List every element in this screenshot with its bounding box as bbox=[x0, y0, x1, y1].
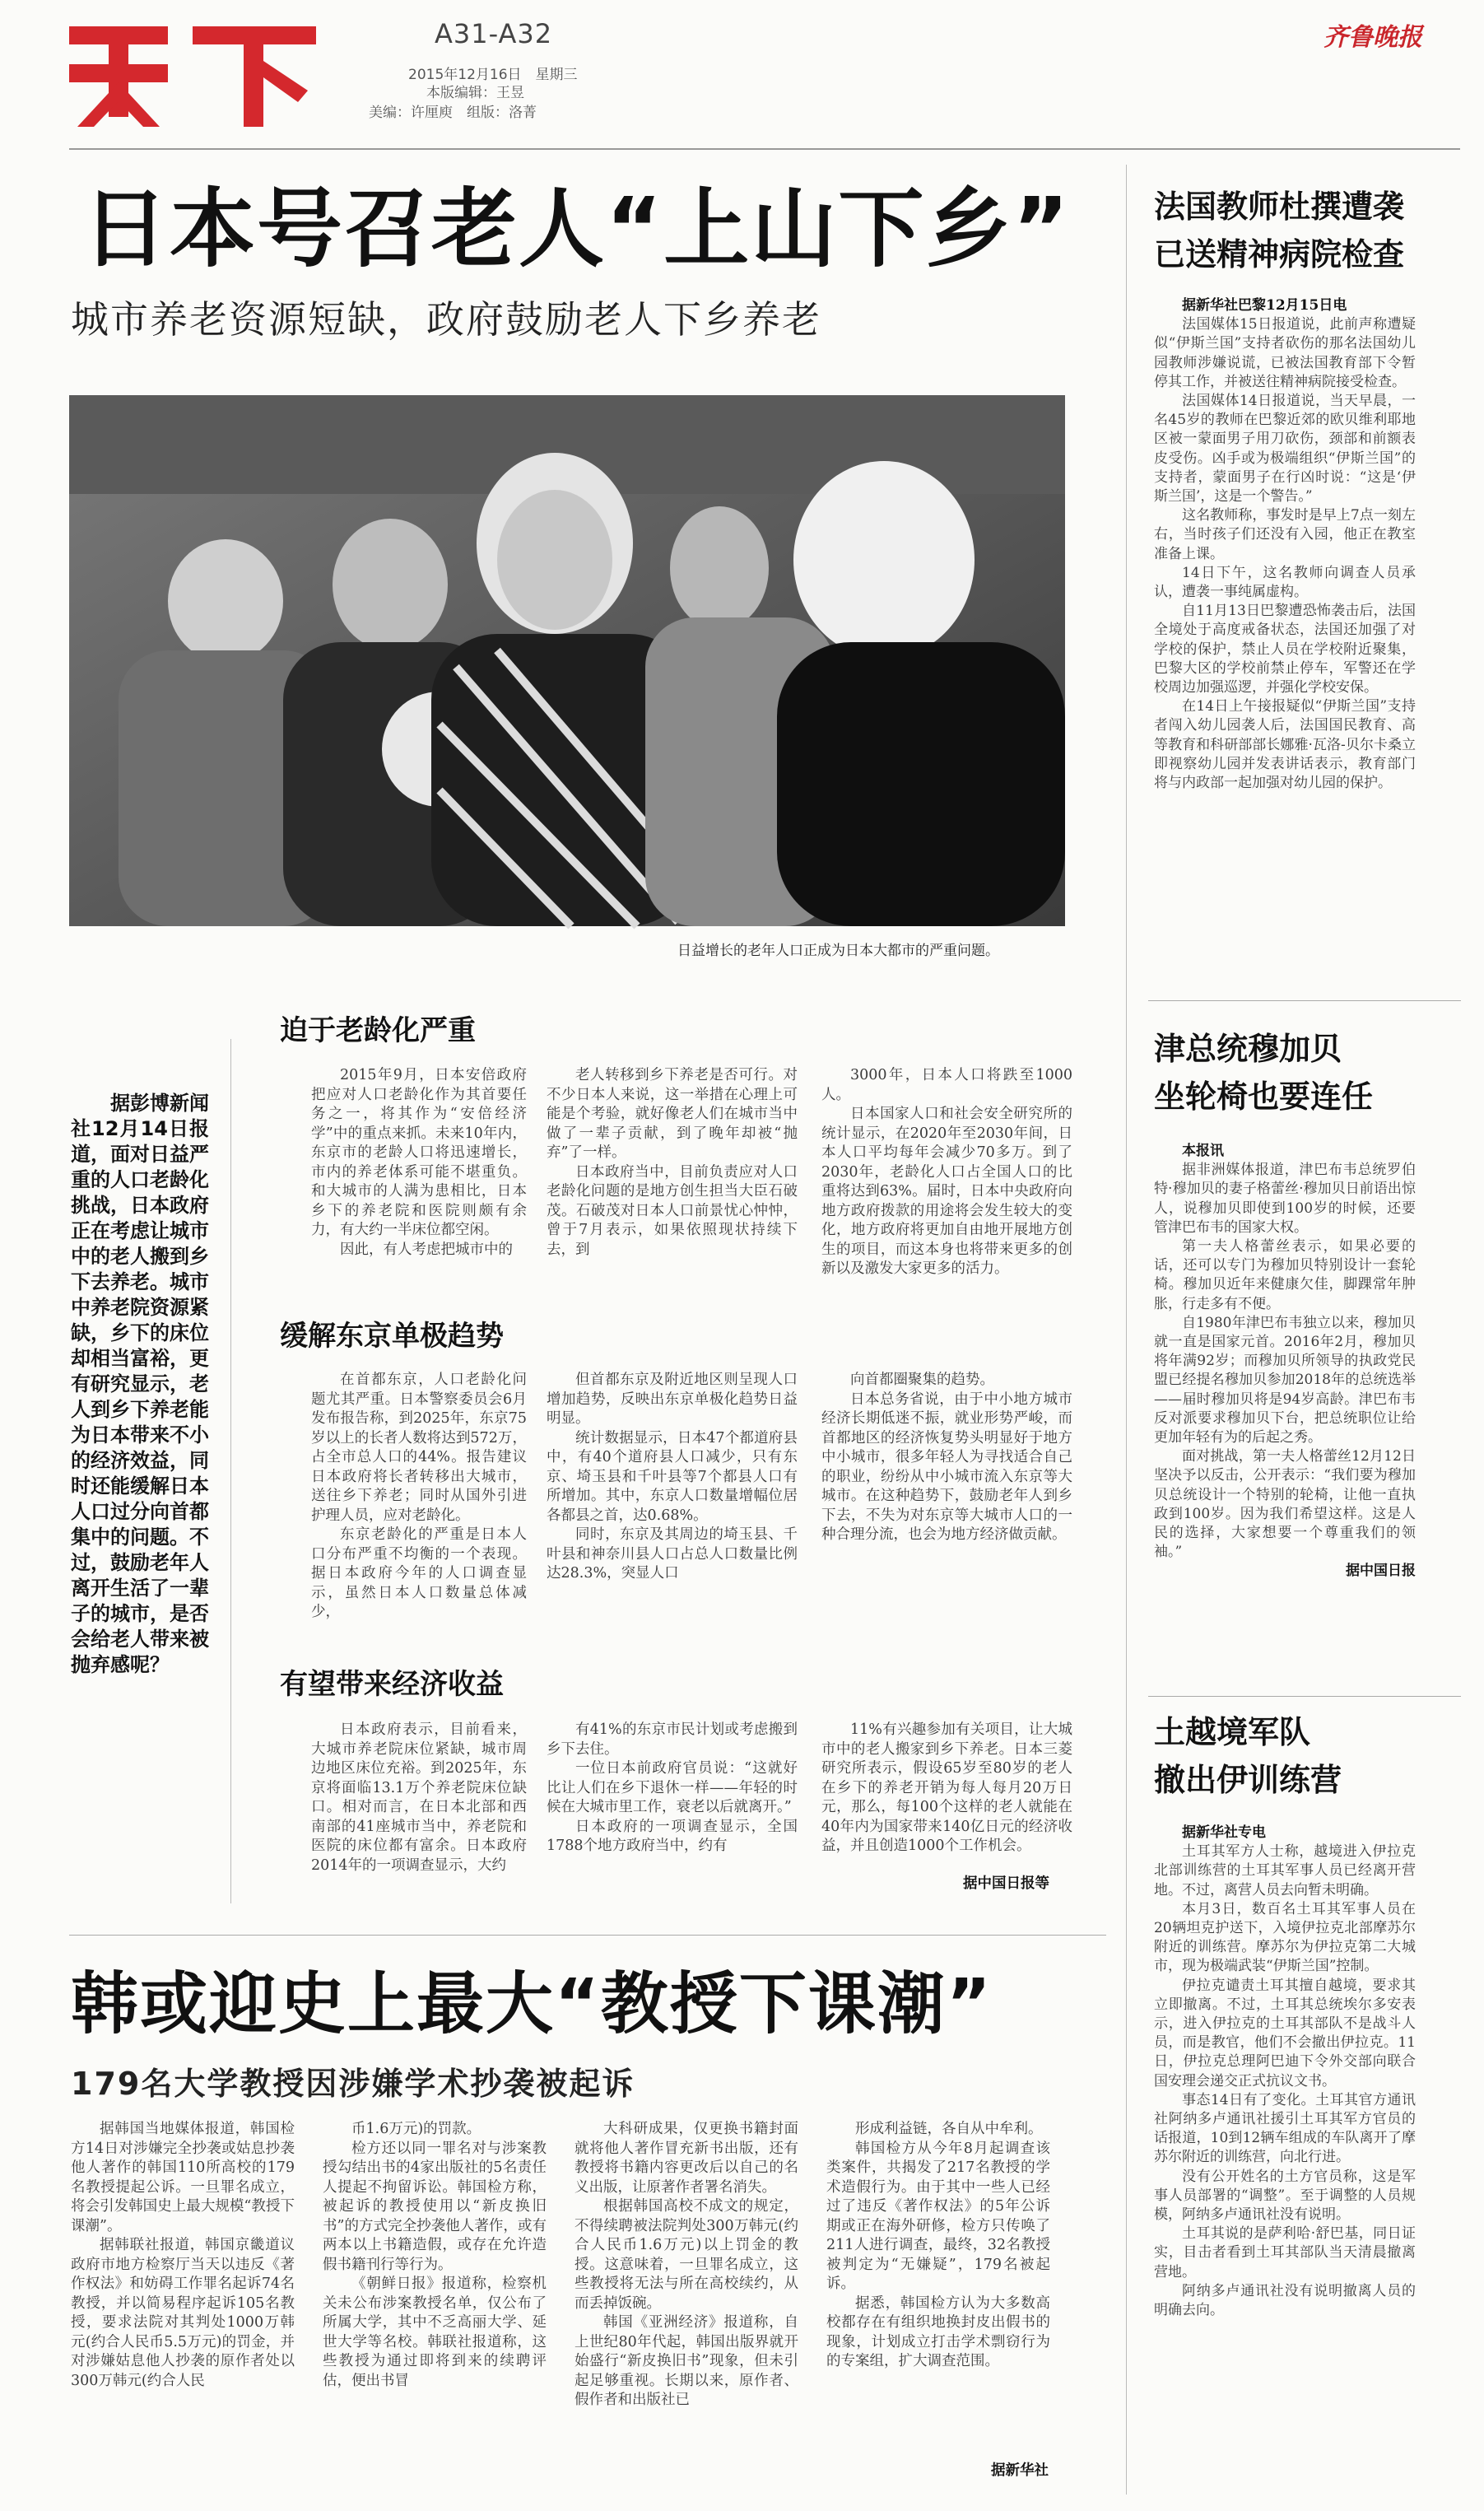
paragraph: 形成利益链，各自从中牟利。 bbox=[855, 2121, 1043, 2137]
paragraph: 日本总务省说，由于中小地方城市经济长期低迷不振，就业形势严峻，而首都地区的经济恢复势头明显好于地方中小城市，很多年轻人为寻找适合自己的职业，纷纷从中小城市流入东京等大城市。在这种趋势下，鼓励老年人到乡下去，不失为对东京等大城市人口的一种合理分流，也会为地方经济做贡献。 bbox=[821, 1391, 1072, 1543]
story1-headline: 日本号召老人“上山下乡” bbox=[82, 179, 1071, 279]
brief-divider bbox=[1148, 1696, 1461, 1697]
story1-s3-col2 bbox=[547, 1721, 798, 1856]
paragraph: 日本政府当中，目前负责应对人口老龄化问题的是地方创生担当大臣石破茂。石破茂对日本人口前景忧心忡忡，曾于7月表示，如果依照现状持续下去，到 bbox=[547, 1163, 798, 1258]
paragraph: 在14日上午接报疑似“伊斯兰国”支持者闯入幼儿园袭人后，法国国民教育、高等教育和科研部部长娜雅·瓦洛-贝尔卡桑立即视察幼儿园并发表讲话表示，教育部门将与内政部一起加强对幼儿园的保护。 bbox=[1154, 698, 1416, 792]
sidebar-divider bbox=[1126, 165, 1127, 2495]
paragraph: 据韩国当地媒体报道，韩国检方14日对涉嫌完全抄袭或姑息抄袭他人著作的韩国110所高校的179名教授提起公诉。一旦罪名成立，将会引发韩国史上最大规模“教授下课潮”。 bbox=[71, 2121, 295, 2234]
newspaper-brand: 齐鲁晚报 bbox=[1324, 23, 1422, 52]
story-divider bbox=[69, 1935, 1106, 1936]
story1-photo bbox=[69, 395, 1065, 926]
paragraph: 法国媒体15日报道说，此前声称遭疑似“伊斯兰国”支持者砍伤的那名法国幼儿园教师涉嫌说谎，已被法国教育部下令暂停其工作，并被送往精神病院接受检查。 bbox=[1154, 316, 1416, 390]
paragraph: 事态14日有了变化。土耳其官方通讯社阿纳多卢通讯社援引土耳其军方官员的话报道，10到12辆车组成的车队离开了摩苏尔附近的训练营，向北行进。 bbox=[1154, 2091, 1416, 2166]
headline-line: 法国教师杜撰遭袭 bbox=[1154, 189, 1405, 225]
masthead-divider bbox=[69, 148, 1460, 150]
story1-s2-col1 bbox=[311, 1371, 527, 1623]
paragraph: 没有公开姓名的土方官员称，这是军事人员部署的“调整”。至于调整的人员规模，阿纳多卢通讯社没有说明。 bbox=[1154, 2168, 1416, 2224]
issue-date: 2015年12月16日 星期三 bbox=[408, 67, 578, 83]
story1-s3-col3 bbox=[821, 1721, 1072, 1856]
paragraph: 向首都圈聚集的趋势。 bbox=[850, 1372, 994, 1388]
paragraph: 币1.6万元)的罚款。 bbox=[351, 2121, 481, 2137]
story1-s1-col2 bbox=[547, 1066, 798, 1260]
paragraph: 土耳其军方人士称，越境进入伊拉克北部训练营的土耳其军事人员已经离开营地。不过，离营人员去向暂未明确。 bbox=[1154, 1843, 1416, 1898]
headline-line: 津总统穆加贝 bbox=[1154, 1031, 1342, 1067]
story1-section-heading: 有望带来经济收益 bbox=[280, 1668, 504, 1701]
page-range: A31-A32 bbox=[435, 18, 553, 49]
brief3-body bbox=[1154, 1824, 1416, 2320]
design-credit: 美编：许厘庾 组版：洛菁 bbox=[369, 105, 537, 121]
story2-subhead: 179名大学教授因涉嫌学术抄袭被起诉 bbox=[71, 2066, 635, 2102]
paragraph: 日本政府表示，目前看来，大城市养老院床位紧缺，城市周边地区床位充裕。到2025年，东京将面临13.1万个养老院床位缺口。相对而言，在日本北部和西南部的41座城市当中，养老院和医院的床位都有富余。日本政府2014年的一项调查显示，大约 bbox=[311, 1721, 527, 1874]
brief1-body bbox=[1154, 296, 1416, 793]
paragraph: 有41%的东京市民计划或考虑搬到乡下去住。 bbox=[547, 1721, 798, 1758]
editor-credit: 本版编辑：王昱 bbox=[426, 85, 524, 101]
brief1-headline bbox=[1154, 183, 1404, 278]
paragraph: 检方还以同一罪名对与涉案教授勾结出书的4家出版社的5名责任人提起不拘留诉讼。韩国检方称，被起诉的教授使用以“新皮换旧书”的方式完全抄袭他人著作，或有两本以上书籍造假，或存在允许造假书籍刊行等行为。 bbox=[323, 2140, 547, 2273]
paragraph: 自11月13日巴黎遭恐怖袭击后，法国全境处于高度戒备状态，法国还加强了对学校的保护，禁止人员在学校附近聚集，巴黎大区的学校前禁止停车，军警还在学校周边加强巡逻，并强化学校安保。 bbox=[1154, 603, 1416, 696]
paragraph: 据非洲媒体报道，津巴布韦总统罗伯特·穆加贝的妻子格蕾丝·穆加贝日前语出惊人，说穆加贝即使到100岁的时候，还要管津巴布韦的国家大权。 bbox=[1154, 1162, 1416, 1236]
headline-line: 已送精神病院检查 bbox=[1154, 236, 1405, 273]
paragraph: 3000年，日本人口将跌至1000人。 bbox=[821, 1067, 1072, 1103]
paragraph: 这名教师称，事发时是早上7点一刻左右，当时孩子们还没有入园，他正在教室准备上课。 bbox=[1154, 507, 1416, 562]
paragraph: 大科研成果，仅更换书籍封面就将他人著作冒充新书出版，还有教授将书籍内容更改后以自己的名义出版，让原著作者署名消失。 bbox=[575, 2121, 798, 2196]
story1-section-heading: 缓解东京单极趋势 bbox=[280, 1320, 504, 1353]
paragraph: 土耳其说的是萨利哈·舒巴基，同日证实，目击者看到土耳其部队当天清晨撤离营地。 bbox=[1154, 2225, 1416, 2280]
story2-col4 bbox=[826, 2120, 1050, 2372]
story2-col1 bbox=[71, 2120, 295, 2391]
paragraph: 日本政府的一项调查显示，全国1788个地方政府当中，约有 bbox=[547, 1818, 798, 1854]
paragraph: 但首都东京及附近地区则呈现人口增加趋势，反映出东京单极化趋势日益明显。 bbox=[547, 1372, 798, 1427]
brief1-dateline: 据新华社巴黎12月15日电 bbox=[1182, 297, 1347, 314]
paragraph: 一位日本前政府官员说：“这就好比让人们在乡下退休一样——年轻的时候在大城市里工作，衰老以后就离开。” bbox=[547, 1760, 798, 1815]
paragraph: 因此，有人考虑把城市中的 bbox=[340, 1241, 513, 1258]
paragraph: 11%有兴趣参加有关项目，让大城市中的老人搬家到乡下养老。日本三菱研究所表示，假设65岁至80岁的老人在乡下的养老开销为每人每月20万日元，那么，每100个这样的老人就能在40年内为国家带来140亿日元的经济收益，并且创造1000个工作机会。 bbox=[821, 1721, 1072, 1854]
section-logo bbox=[69, 12, 341, 135]
paragraph: 法国媒体14日报道说，当天早晨，一名45岁的教师在巴黎近郊的欧贝维利耶地区被一蒙面男子用刀砍伤，颈部和前额表皮受伤。凶手或为极端组织“伊斯兰国”的支持者，蒙面男子在行凶时说：“这是‘伊斯兰国’，这是一个警告。” bbox=[1154, 393, 1416, 505]
paragraph: 日本国家人口和社会安全研究所的统计显示，在2020年至2030年间，日本人口平均每年会减少70多万。到了2030年，老龄化人口占全国人口的比重将达到63%。届时，日本中央政府向地方政府拨款的用途将会发生较大的变化，地方政府将更加自由地开展地方创生的项目，而这本身也将带来更多的创新以及激发大家更多的活力。 bbox=[821, 1106, 1072, 1277]
paragraph: 阿纳多卢通讯社没有说明撤离人员的明确去向。 bbox=[1154, 2282, 1416, 2319]
story1-section-heading: 迫于老龄化严重 bbox=[280, 1014, 476, 1047]
paragraph: 韩国检方从今年8月起调查该类案件，共揭发了217名教授的学术造假行为。由于其中一些人已经过了违反《著作权法》的5年公诉期或正在海外研修，检方只传唤了211人进行调查，最终，32名教授被判定为“无嫌疑”，179名被起诉。 bbox=[826, 2140, 1050, 2292]
paragraph: 老人转移到乡下养老是否可行。对不少日本人来说，这一举措在心理上可能是个考验，就好像老人们在城市当中做了一辈子贡献，到了晚年却被“抛弃”了一样。 bbox=[547, 1067, 798, 1161]
story1-lead-text: 据彭博新闻社12月14日报道，面对日益严重的人口老龄化挑战，日本政府正在考虑让城市中的老人搬到乡下去养老。城市中养老院资源紧缺，乡下的床位却相当富裕，更有研究显示，老人到乡下养老能为日本带来不小的经济效益，同时还能缓解日本人口过分向首都集中的问题。不过，鼓励老年人离开生活了一辈子的城市，是否会给老人带来被抛弃感呢？ bbox=[71, 1092, 209, 1676]
paragraph: 本月3日，数百名土耳其军事人员在20辆坦克护送下，入境伊拉克北部摩苏尔附近的训练营。摩苏尔为伊拉克第二大城市，现为极端武装“伊斯兰国”控制。 bbox=[1154, 1900, 1416, 1975]
story1-s1-col1 bbox=[311, 1066, 527, 1260]
paragraph: 据韩联社报道，韩国京畿道议政府市地方检察厅当天以违反《著作权法》和妨碍工作罪名起诉74名教授，并以简易程序起诉105名教授，要求法院对其判处1000万韩元(约合人民币5.5万元)的罚金，并对涉嫌姑息他人抄袭的原作者处以300万韩元(约合人民 bbox=[71, 2237, 295, 2389]
paragraph: 面对挑战，第一夫人格蕾丝12月12日坚决予以反击，公开表示：“我们要为穆加贝总统设计一个特别的轮椅，让他一直执政到100岁。因为我们希望这样。这是人民的选择，大家想要一个尊重我们的领袖。” bbox=[1154, 1448, 1416, 1561]
paragraph: 东京老龄化的严重是日本人口分布严重不均衡的一个表现。据日本政府今年的人口调查显示，虽然日本人口数量总体减少， bbox=[311, 1526, 527, 1620]
paragraph: 统计数据显示，日本47个都道府县中，有40个道府县人口减少，只有东京、埼玉县和千叶县等7个都县人口有所增加。其中，东京人口数量增幅位居各都县之首，达0.68%。 bbox=[547, 1429, 798, 1524]
story1-s2-col3 bbox=[821, 1371, 1072, 1545]
headline-line: 坐轮椅也要连任 bbox=[1154, 1078, 1374, 1115]
paragraph: 14日下午，这名教师向调查人员承认，遭袭一事纯属虚构。 bbox=[1154, 564, 1416, 601]
paragraph: 同时，东京及其周边的埼玉县、千叶县和神奈川县人口占总人口数量比例达28.3%，突显人口 bbox=[547, 1526, 798, 1582]
section-logo-art bbox=[69, 12, 341, 135]
paragraph: 《朝鲜日报》报道称，检察机关未公布涉案教授名单，仅公布了所属大学，其中不乏高丽大学、延世大学等名校。韩联社报道称，这些教授为通过即将到来的续聘评估，便出书冒 bbox=[323, 2276, 547, 2389]
brief2-credit: 据中国日报 bbox=[1346, 1563, 1416, 1580]
brief2-body bbox=[1154, 1142, 1416, 1582]
story1-photo-caption: 日益增长的老年人口正成为日本大都市的严重问题。 bbox=[677, 943, 999, 959]
story1-s2-col2 bbox=[547, 1371, 798, 1584]
paragraph: 自1980年津巴布韦独立以来，穆加贝就一直是国家元首。2016年2月，穆加贝将年满92岁；而穆加贝所领导的执政党民盟已经提名穆加贝参加2018年的总统选举——届时穆加贝将是94岁高龄。津巴布韦反对派要求穆加贝下台，把总统职位让给更加年轻有为的后起之秀。 bbox=[1154, 1314, 1416, 1447]
story2-headline: 韩或迎史上最大“教授下课潮” bbox=[71, 1965, 993, 2043]
lead-divider bbox=[230, 1039, 231, 1903]
brief2-headline bbox=[1154, 1025, 1373, 1120]
story1-lead bbox=[71, 1091, 209, 1678]
paragraph: 根据韩国高校不成文的规定，不得续聘被法院判处300万韩元(约合人民币1.6万元)以上罚金的教授。这意味着，一旦罪名成立，这些教授将无法与所在高校续约，从而丢掉饭碗。 bbox=[575, 2198, 798, 2312]
story2-credit: 据新华社 bbox=[991, 2462, 1049, 2479]
story1-s1-col3 bbox=[821, 1066, 1072, 1277]
paragraph: 韩国《亚洲经济》报道称，自上世纪80年代起，韩国出版界就开始盛行“新皮换旧书”现象，但未引起足够重视。长期以来，原作者、假作者和出版社已 bbox=[575, 2314, 798, 2408]
story1-s3-col1 bbox=[311, 1721, 527, 1875]
brief3-dateline: 据新华社专电 bbox=[1182, 1824, 1266, 1841]
story2-col2 bbox=[323, 2120, 547, 2391]
headline-line: 撤出伊训练营 bbox=[1154, 1762, 1342, 1798]
paragraph: 第一夫人格蕾丝表示，如果必要的话，还可以专门为穆加贝特别设计一套轮椅。穆加贝近年来健康欠佳，脚踝常年肿胀，行走多有不便。 bbox=[1154, 1238, 1416, 1312]
headline-line: 土越境军队 bbox=[1154, 1714, 1311, 1750]
story1-subhead: 城市养老资源短缺，政府鼓励老人下乡养老 bbox=[71, 297, 821, 342]
paragraph: 据悉，韩国检方认为大多数高校都存在有组织地换封皮出假书的现象，计划成立打击学术剽窃行为的专案组，扩大调查范围。 bbox=[826, 2294, 1050, 2369]
paragraph: 伊拉克谴责土耳其擅自越境，要求其立即撤离。不过，土耳其总统埃尔多安表示，进入伊拉克的土耳其部队不是战斗人员，而是教官，他们不会撤出伊拉克。11日，伊拉克总理阿巴迪下令外交部向联合国安理会递交正式抗议文书。 bbox=[1154, 1977, 1416, 2089]
brief2-dateline: 本报讯 bbox=[1182, 1143, 1224, 1159]
story2-col3 bbox=[575, 2120, 798, 2411]
paragraph: 2015年9月，日本安倍政府把应对人口老龄化作为其首要任务之一，将其作为“安倍经济学”中的重点来抓。未来10年内，东京市的老龄人口将迅速增长，市内的养老体系可能不堪重负。和大城市的人满为患相比，日本乡下的养老院和医院则颇有余力，有大约一半床位都空闲。 bbox=[311, 1067, 527, 1238]
brief3-headline bbox=[1154, 1708, 1342, 1804]
brief-divider bbox=[1148, 1000, 1461, 1001]
story1-credit: 据中国日报等 bbox=[963, 1875, 1049, 1892]
paragraph: 在首都东京，人口老龄化问题尤其严重。日本警察委员会6月发布报告称，到2025年，东京75岁以上的长者人数将达到572万，占全市总人口的44%。报告建议日本政府将长者转移出大城市，送往乡下养老；同时从国外引进护理人员，应对老龄化。 bbox=[311, 1372, 527, 1524]
